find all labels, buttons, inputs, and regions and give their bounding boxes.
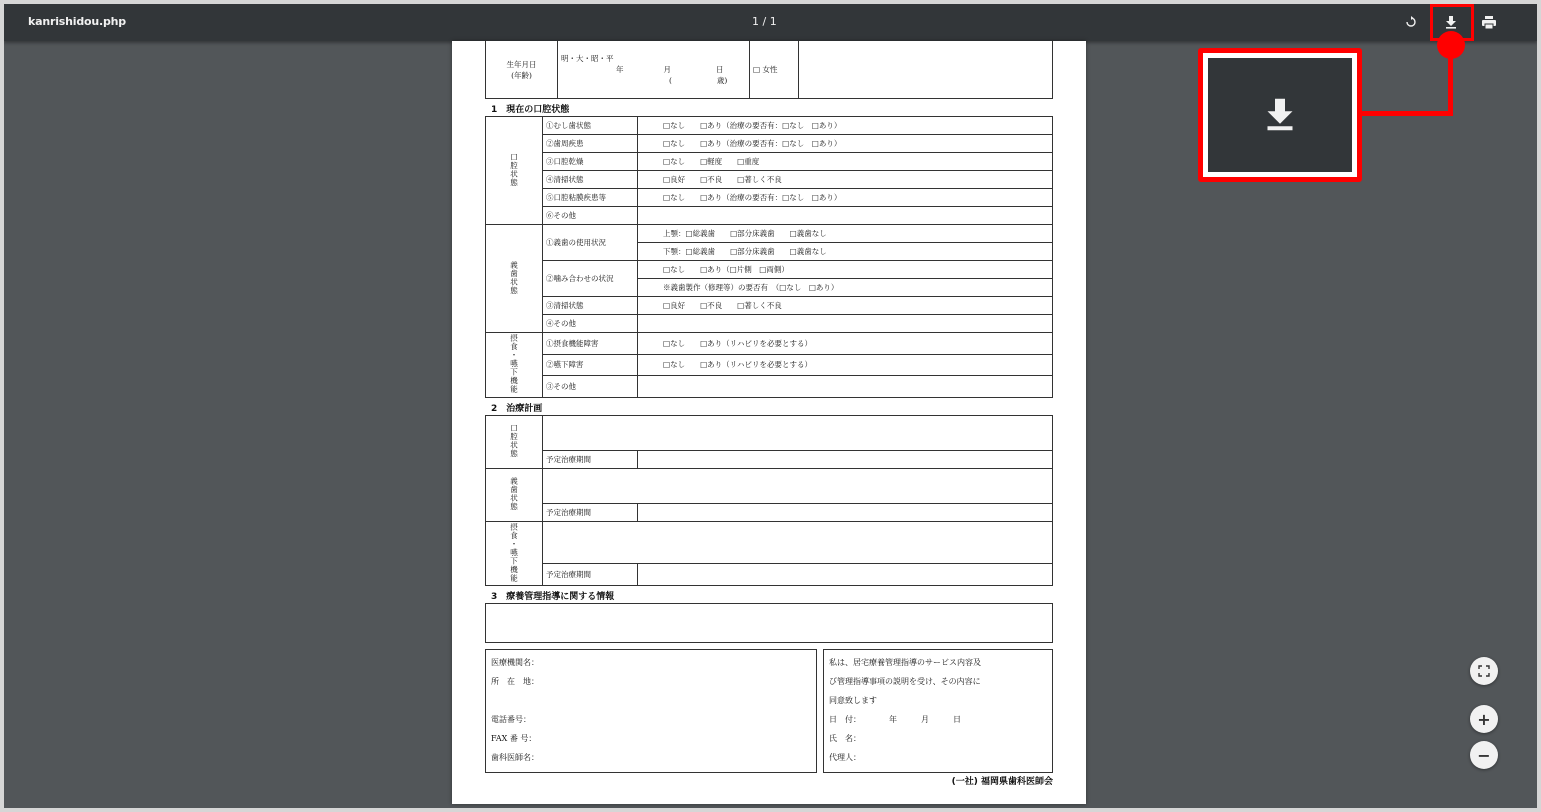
dentist-name-label: 歯科医師名： [491,753,539,762]
callout-connector-horizontal [1360,111,1453,116]
age-open: ( [669,76,672,85]
callout-connector-vertical [1448,54,1453,116]
oral-status-table [485,116,1053,398]
era-options: 明・大・昭・平 [561,54,614,63]
item-value [638,376,1053,398]
download-callout [1198,48,1362,182]
item-label: ②歯周疾患 [543,135,638,153]
age-close: 歳) [716,76,728,85]
item-value: □良好 □不良 □著しく不良 [638,171,1053,189]
clinic-fax-label: FAX 番 号： [491,734,537,743]
item-value: □なし □あり（治療の要否有：□なし □あり） [638,135,1053,153]
item-label: ③口腔乾燥 [543,153,638,171]
item-label: ①むし歯状態 [543,117,638,135]
gender-cell [750,41,799,99]
group-label [486,117,543,225]
plan-group-label [486,521,543,586]
item-label: ④その他 [543,315,638,333]
item-value [638,315,1053,333]
clinic-name-label: 医療機関名： [491,658,539,667]
planned-period-label: 予定治療期間 [543,450,638,468]
consent-info [823,649,1053,773]
gender-option: □ 女性 [753,65,778,74]
group-label [486,333,543,398]
planned-period-value [638,503,1053,521]
planned-period-label: 予定治療期間 [543,564,638,586]
item-label: ⑤口腔粘膜疾患等 [543,189,638,207]
zoom-in-button[interactable]: + [1470,705,1498,733]
item-label: ④清掃状態 [543,171,638,189]
print-icon [1482,16,1496,29]
plan-group-label [486,415,543,468]
pdf-page [452,41,1086,804]
planned-period-label: 予定治療期間 [543,503,638,521]
group-label-text: 摂食・嚥下機能 [509,334,519,394]
age-label: (年齢) [511,70,532,80]
callout-zoomed-download [1208,58,1352,172]
document-title: kanrishidou.php [28,15,126,28]
item-value: □なし □あり（治療の要否有：□なし □あり） [638,117,1053,135]
birth-label-cell [486,41,558,99]
item-value-2: ※義歯製作（修理等）の要否有 （□なし □あり） [638,279,1053,297]
plan-content-cell [543,521,1053,564]
year-label: 年 [616,65,624,74]
item-label: ⑥その他 [543,207,638,225]
birth-table [485,41,1053,99]
item-value [638,207,1053,225]
pdf-viewer [4,4,1537,808]
clinic-phone-label: 電話番号： [491,715,531,724]
rotate-button[interactable] [1400,11,1422,33]
item-value: □なし □あり（治療の要否有：□なし □あり） [638,189,1053,207]
item-value: □なし □あり（リハビリを必要とする） [638,354,1053,376]
group-label-text: 義歯状態 [509,260,519,295]
item-label: ②嚥下障害 [543,354,638,376]
planned-period-value [638,450,1053,468]
group-label [486,225,543,333]
association-footer: (一社) 福岡県歯科医師会 [951,777,1053,787]
day-label: 日 [716,65,724,74]
section3-box [485,603,1053,643]
page-indicator: 1 / 1 [752,15,777,28]
download-icon [1265,98,1295,132]
item-label: ①義歯の使用状況 [543,225,638,261]
consent-text-1: 私は、居宅療養管理指導のサービス内容及 [829,658,981,667]
highlight-marker-dot [1437,31,1465,59]
viewer-toolbar [4,4,1537,41]
item-label: ③その他 [543,376,638,398]
birth-date-cell [558,41,750,99]
item-value: □なし □あり（□片側 □両側） [638,261,1053,279]
planned-period-value [638,564,1053,586]
document-content [485,41,1053,787]
clinic-info [485,649,817,773]
item-value: □なし □軽度 □重度 [638,153,1053,171]
group-label-text: 口腔状態 [509,152,519,187]
clinic-address-label: 所 在 地： [491,677,539,686]
zoom-out-button[interactable]: − [1470,741,1498,769]
fit-page-button[interactable] [1470,657,1498,685]
blank-cell [799,41,1053,99]
plan-content-cell [543,415,1053,450]
item-value: □なし □あり（リハビリを必要とする） [638,333,1053,355]
fit-page-icon [1478,665,1490,677]
month-label: 月 [663,65,671,74]
section2-title: 2 治療計画 [491,403,543,414]
plan-group-label [486,468,543,521]
section1-title: 1 現在の口腔状態 [491,105,570,115]
consent-text-2: び管理指導事項の説明を受け、その内容に [829,677,981,686]
consent-text-3: 同意致します [829,696,877,705]
rotate-icon [1405,16,1417,28]
item-label: ①摂食機能障害 [543,333,638,355]
plan-group-label-text: 摂食・嚥下機能 [509,522,519,582]
section3-title: 3 療養管理指導に関する情報 [491,592,615,602]
plan-group-label-text: 義歯状態 [509,476,519,511]
item-label: ③清掃状態 [543,297,638,315]
consent-date: 日 付： 年 月 日 [829,715,961,724]
plan-group-label-text: 口腔状態 [509,423,519,458]
print-button[interactable] [1478,11,1500,33]
item-value-2: 下顎：□総義歯 □部分床義歯 □義歯なし [638,243,1053,261]
item-value: 上顎：□総義歯 □部分床義歯 □義歯なし [638,225,1053,243]
consent-agent: 代理人： [829,753,861,762]
item-value: □良好 □不良 □著しく不良 [638,297,1053,315]
item-label: ②噛み合わせの状況 [543,261,638,297]
signature-area [485,649,1053,773]
birth-label: 生年月日 [506,59,537,69]
plan-content-cell [543,468,1053,503]
treatment-plan-table [485,415,1053,587]
consent-name: 氏 名： [829,734,861,743]
